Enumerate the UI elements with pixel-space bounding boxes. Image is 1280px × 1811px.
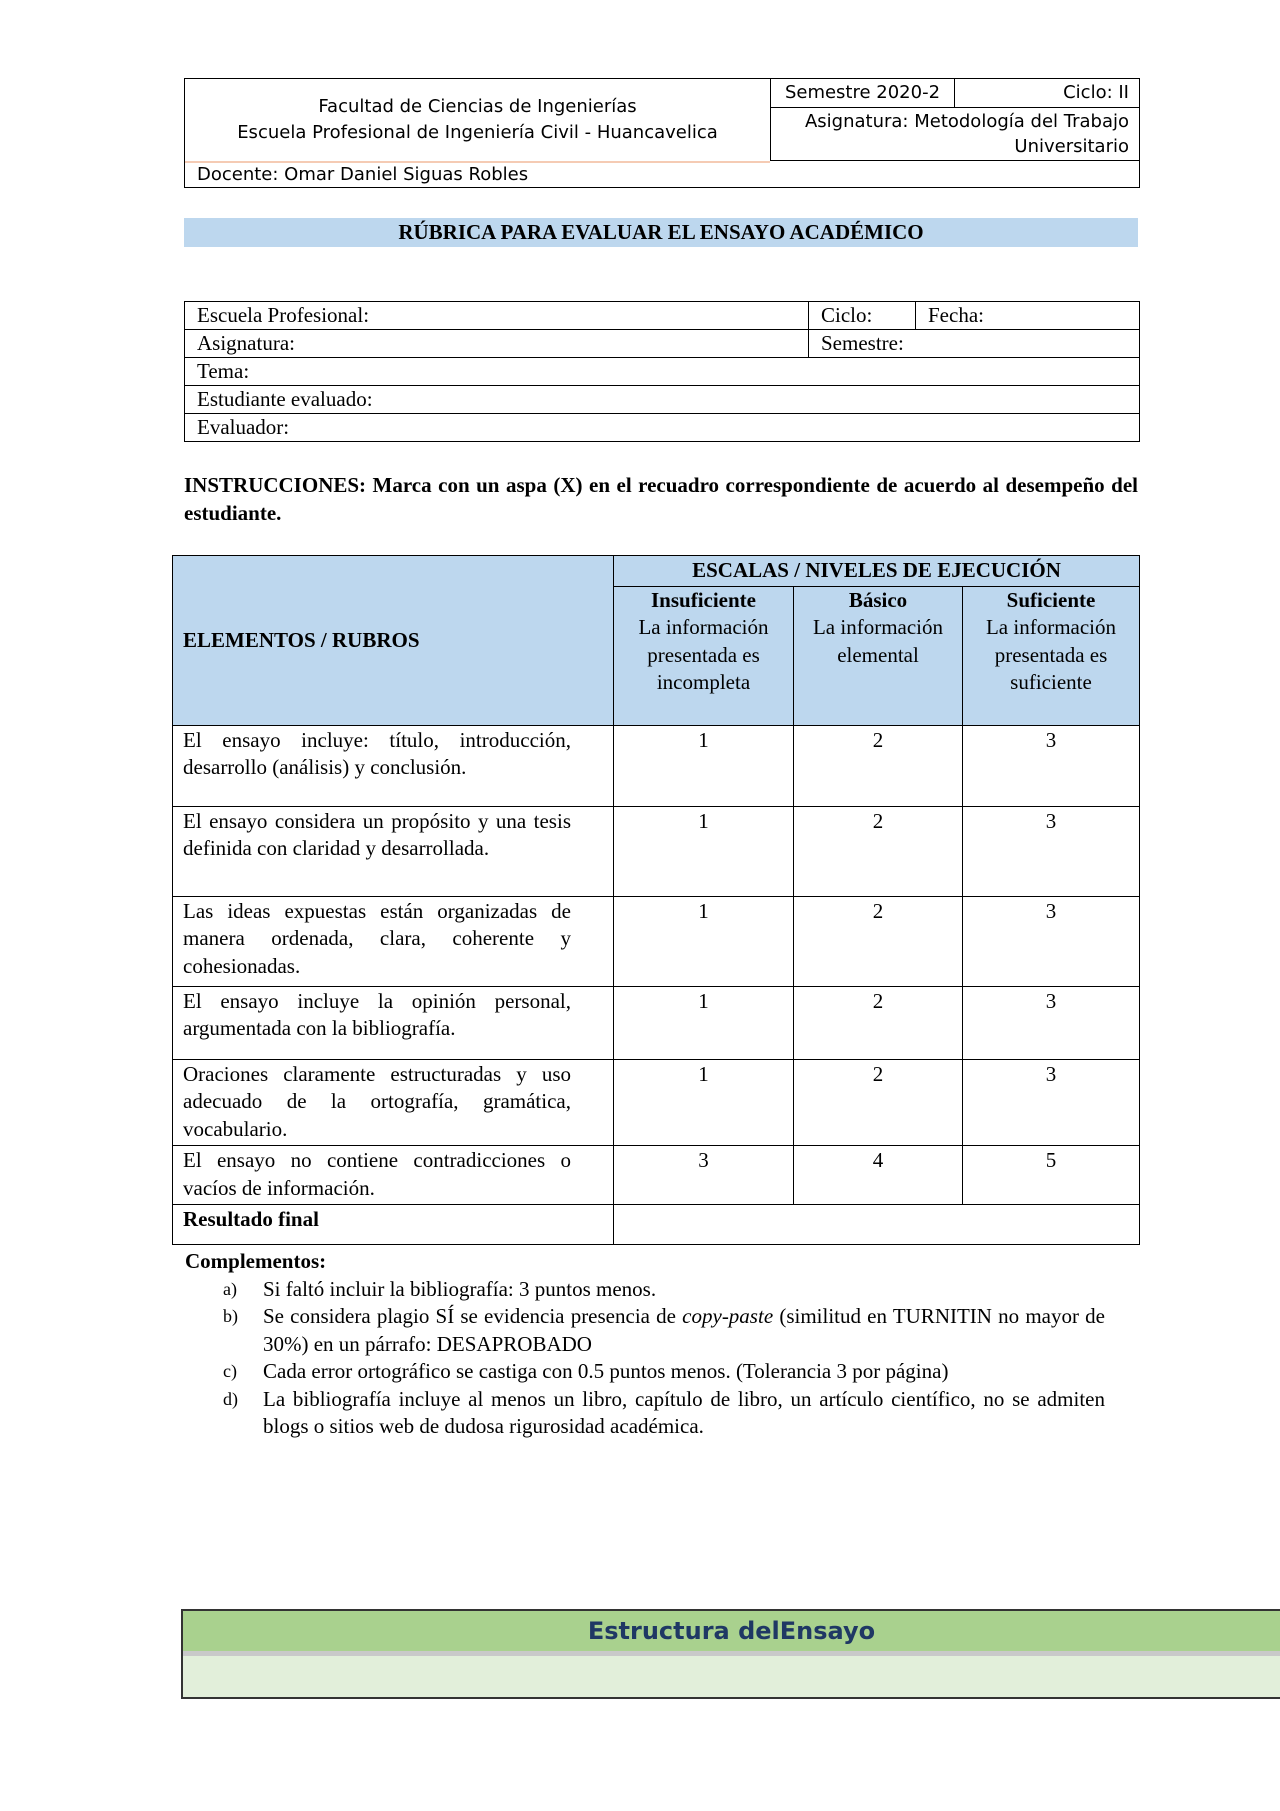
faculty-name: Facultad de Ciencias de Ingenierías — [318, 96, 637, 117]
list-item: b) Se considera plagio SÍ se evidencia presencia de copy-paste (similitud en TURNITIN no mayor de 30%) en un párrafo: DESAPROBADO — [223, 1304, 1105, 1356]
level-basic: Básico La información elemental — [794, 586, 963, 725]
score-cell[interactable]: 4 — [794, 1146, 963, 1205]
rubric-row — [173, 1146, 1140, 1205]
score-cell[interactable]: 2 — [794, 725, 963, 806]
score-cell[interactable]: 3 — [963, 896, 1140, 986]
complements-title: Complementos: — [185, 1249, 327, 1273]
score-cell[interactable]: 3 — [614, 1146, 794, 1205]
list-item: c) Cada error ortográfico se castiga con 0.5 puntos menos. (Tolerancia 3 por página) — [223, 1359, 949, 1383]
level-insufficient: Insuficiente La información presentada es incompleta — [614, 586, 794, 725]
evaluator-field[interactable]: Evaluador: — [185, 414, 1140, 442]
criterion-text: El ensayo incluye la opinión personal, argumentada con la bibliografía. — [173, 986, 614, 1059]
score-cell[interactable]: 2 — [794, 896, 963, 986]
subject-field[interactable]: Asignatura: — [185, 330, 809, 358]
structure-title: Estructura delEnsayo — [183, 1611, 1280, 1651]
score-cell[interactable]: 3 — [963, 1059, 1140, 1146]
student-field[interactable]: Estudiante evaluado: — [185, 386, 1140, 414]
score-cell[interactable]: 1 — [614, 896, 794, 986]
score-cell[interactable]: 1 — [614, 986, 794, 1059]
rubric-table — [172, 555, 1140, 1245]
semester-field[interactable]: Semestre: — [809, 330, 1140, 358]
score-cell[interactable]: 1 — [614, 1059, 794, 1146]
teacher-name: Docente: Omar Daniel Siguas Robles — [197, 164, 529, 185]
structure-content — [183, 1656, 1280, 1697]
elements-header: ELEMENTOS / RUBROS — [173, 556, 614, 726]
level-sufficient: Suficiente La información presentada es suficiente — [963, 586, 1140, 725]
score-cell[interactable]: 2 — [794, 1059, 963, 1146]
rubric-row — [173, 725, 1140, 806]
list-item: d) La bibliografía incluye al menos un libro, capítulo de libro, un artículo científico, no se admiten blogs o sitios web de dudosa rigurosidad académica. — [223, 1386, 1105, 1438]
score-cell[interactable]: 3 — [963, 806, 1140, 896]
score-cell[interactable]: 1 — [614, 806, 794, 896]
final-result-value[interactable] — [614, 1205, 1140, 1245]
criterion-text: El ensayo considera un propósito y una tesis definida con claridad y desarrollada. — [173, 806, 614, 896]
date-field[interactable]: Fecha: — [916, 302, 1140, 330]
score-cell[interactable]: 3 — [963, 986, 1140, 1059]
cycle-label: Ciclo: II — [1063, 82, 1129, 103]
rubric-row — [173, 986, 1140, 1059]
cycle-field[interactable]: Ciclo: — [809, 302, 916, 330]
course-info-block — [770, 79, 1139, 161]
list-item: a) Si faltó incluir la bibliografía: 3 puntos menos. — [223, 1276, 657, 1301]
criterion-text: El ensayo no contiene contradicciones o vacíos de información. — [173, 1146, 614, 1205]
criterion-text: Oraciones claramente estructuradas y uso adecuado de la ortografía, gramática, vocabulario. — [173, 1059, 614, 1146]
institution-block — [185, 79, 770, 161]
school-field[interactable]: Escuela Profesional: — [185, 302, 809, 330]
semester-label: Semestre 2020-2 — [771, 79, 955, 107]
topic-field[interactable]: Tema: — [185, 358, 1140, 386]
evaluation-info-table — [184, 301, 1140, 442]
score-cell[interactable]: 1 — [614, 725, 794, 806]
instructions: INSTRUCCIONES: Marca con un aspa (X) en el recuadro correspondiente de acuerdo al desempeño del estudiante. — [184, 473, 1138, 525]
school-name: Escuela Profesional de Ingeniería Civil - Huancavelica — [237, 122, 718, 143]
final-result-label: Resultado final — [173, 1205, 614, 1245]
scales-header: ESCALAS / NIVELES DE EJECUCIÓN — [614, 556, 1140, 587]
rubric-row — [173, 1059, 1140, 1146]
score-cell[interactable]: 2 — [794, 806, 963, 896]
page-title: RÚBRICA PARA EVALUAR EL ENSAYO ACADÉMICO — [184, 218, 1138, 247]
subject-label: Asignatura: Metodología del Trabajo Universitario — [804, 111, 1129, 157]
criterion-text: Las ideas expuestas están organizadas de manera ordenada, clara, coherente y cohesionadas. — [173, 896, 614, 986]
criterion-text: El ensayo incluye: título, introducción, desarrollo (análisis) y conclusión. — [173, 725, 614, 806]
document-header — [184, 78, 1140, 188]
final-result-row — [173, 1205, 1140, 1245]
complements-section — [185, 1248, 1105, 1441]
essay-structure-box — [181, 1609, 1280, 1699]
score-cell[interactable]: 2 — [794, 986, 963, 1059]
score-cell[interactable]: 3 — [963, 725, 1140, 806]
rubric-row — [173, 806, 1140, 896]
rubric-row — [173, 896, 1140, 986]
score-cell[interactable]: 5 — [963, 1146, 1140, 1205]
